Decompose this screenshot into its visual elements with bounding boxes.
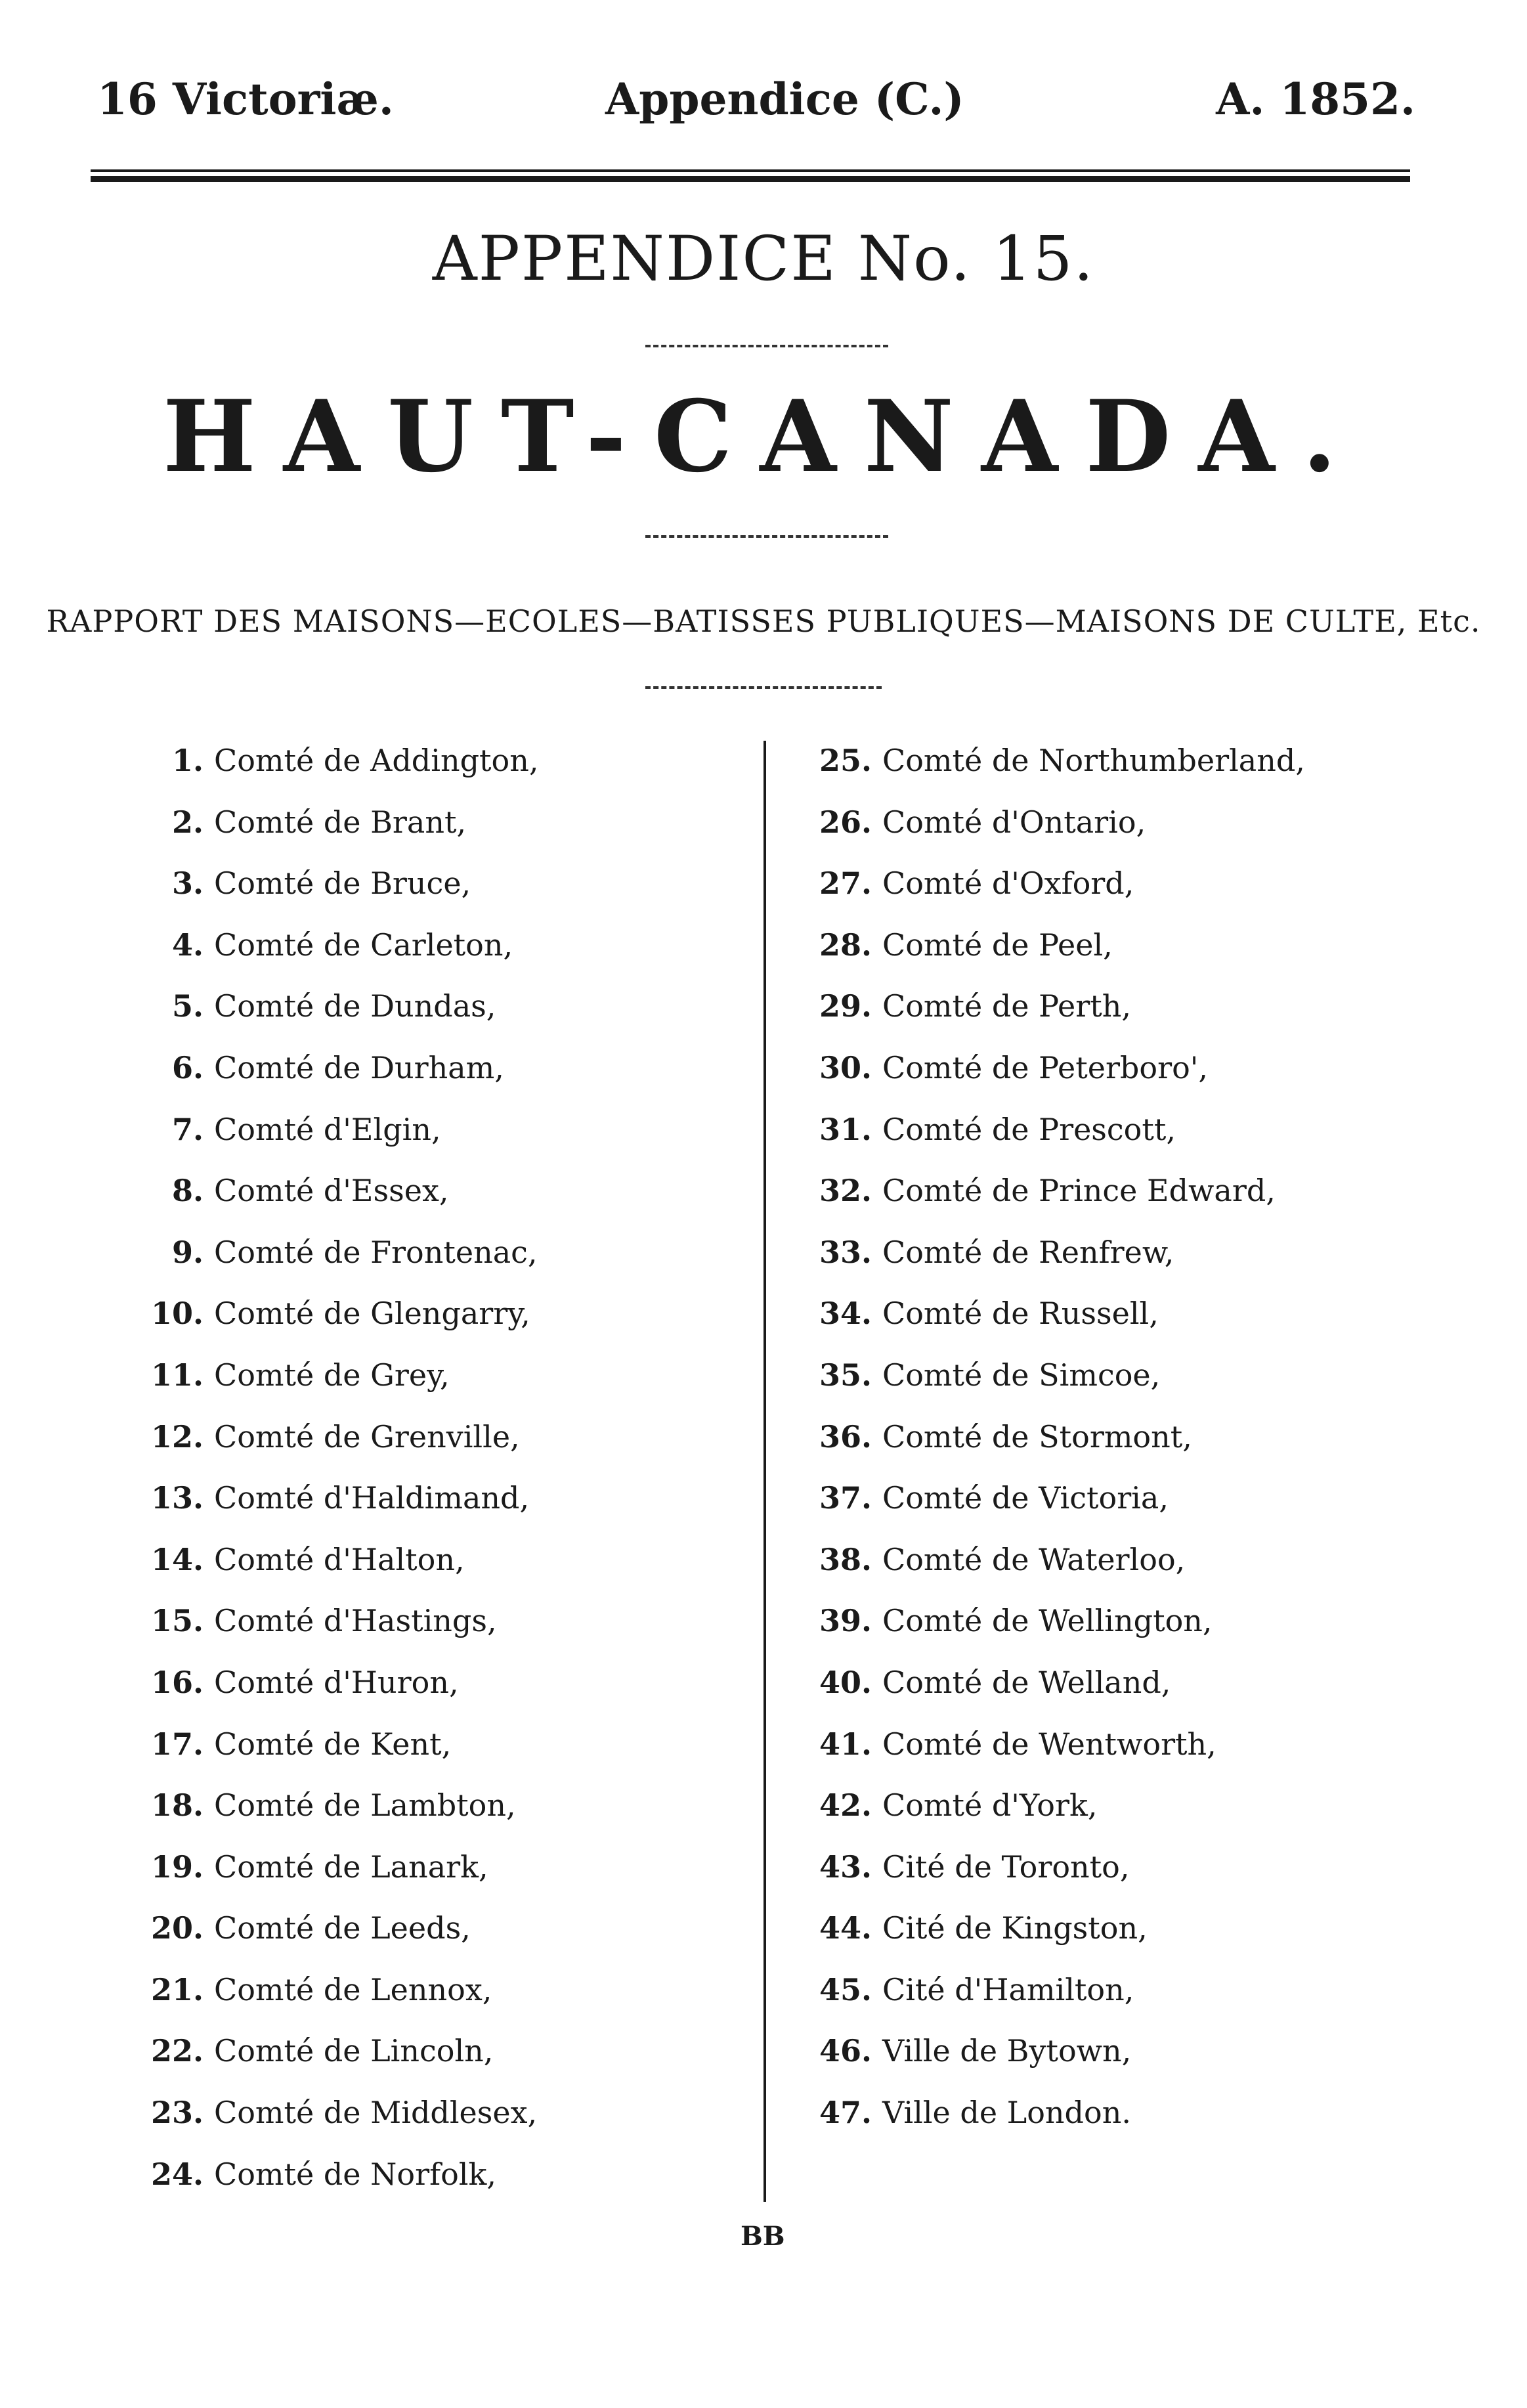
item-number: 33. xyxy=(819,1234,872,1270)
item-number: 46. xyxy=(819,2033,872,2069)
item-name: Comté de Grenville, xyxy=(214,1418,520,1455)
list-item xyxy=(144,2033,735,2097)
list-item xyxy=(813,1541,1404,1606)
item-name: Comté d'York, xyxy=(882,1787,1098,1824)
item-name: Comté de Victoria, xyxy=(882,1480,1169,1516)
item-number: 23. xyxy=(150,2095,204,2131)
item-number: 47. xyxy=(819,2095,872,2131)
list-item xyxy=(813,988,1404,1053)
header-rule-thick xyxy=(91,176,1410,182)
item-number: 9. xyxy=(171,1234,204,1270)
list-item xyxy=(144,1234,735,1299)
list-item xyxy=(813,1175,1404,1237)
list-item xyxy=(144,1298,735,1360)
item-number: 13. xyxy=(150,1480,204,1516)
item-name: Cité de Toronto, xyxy=(882,1849,1130,1885)
item-name: Comté de Norfolk, xyxy=(214,2156,496,2192)
list-item xyxy=(144,1971,735,2036)
item-name: Comté de Lambton, xyxy=(214,1787,516,1824)
list-item xyxy=(813,2097,1404,2159)
list-item xyxy=(813,1111,1404,1176)
list-item xyxy=(813,927,1404,992)
item-number: 19. xyxy=(150,1849,204,1885)
list-item xyxy=(144,927,735,992)
item-name: Comté de Kent, xyxy=(214,1726,452,1762)
list-item xyxy=(144,1603,735,1667)
item-number: 20. xyxy=(150,1910,204,1946)
item-name: Comté de Frontenac, xyxy=(214,1234,538,1270)
list-item xyxy=(144,988,735,1053)
item-number: 43. xyxy=(819,1849,872,1885)
item-name: Comté d'Oxford, xyxy=(882,865,1134,902)
list-item xyxy=(144,804,735,869)
list-item xyxy=(813,1480,1404,1544)
item-number: 16. xyxy=(150,1664,204,1700)
item-name: Comté de Peterboro', xyxy=(882,1049,1209,1085)
list-item xyxy=(813,1787,1404,1852)
item-number: 29. xyxy=(819,988,872,1024)
list-item xyxy=(813,865,1404,930)
header-session: 16 Victoriæ. xyxy=(97,74,394,125)
item-name: Cité de Kingston, xyxy=(882,1910,1148,1946)
item-name: Comté de Prescott, xyxy=(882,1111,1176,1147)
item-name: Comté d'Elgin, xyxy=(214,1111,441,1147)
list-item xyxy=(813,1726,1404,1791)
item-name: Comté d'Huron, xyxy=(214,1664,459,1700)
header-appendix: Appendice (C.) xyxy=(605,74,964,125)
item-number: 18. xyxy=(150,1787,204,1824)
item-number: 14. xyxy=(150,1541,204,1577)
list-item xyxy=(144,1111,735,1176)
item-number: 28. xyxy=(819,927,872,963)
list-item xyxy=(144,1910,735,1975)
item-number: 39. xyxy=(819,1603,872,1639)
item-number: 37. xyxy=(819,1480,872,1516)
item-name: Comté de Northumberland, xyxy=(882,743,1305,778)
list-item xyxy=(144,1049,735,1114)
item-number: 32. xyxy=(819,1173,872,1209)
item-number: 12. xyxy=(150,1418,204,1455)
item-number: 2. xyxy=(171,804,204,840)
item-number: 17. xyxy=(150,1726,204,1762)
item-name: Comté de Carleton, xyxy=(214,927,513,963)
item-number: 22. xyxy=(150,2033,204,2069)
header-rule-thin xyxy=(91,169,1410,172)
item-name: Comté d'Halton, xyxy=(214,1541,465,1577)
report-subtitle: RAPPORT DES MAISONS—ECOLES—BATISSES PUBLIQUES—MAISONS DE CULTE, Etc. xyxy=(46,603,1481,639)
item-name: Comté de Stormont, xyxy=(882,1418,1192,1455)
item-number: 3. xyxy=(171,865,204,902)
item-number: 30. xyxy=(819,1049,872,1085)
item-number: 44. xyxy=(819,1910,872,1946)
item-name: Comté de Middlesex, xyxy=(214,2095,538,2131)
list-item xyxy=(813,1849,1404,1914)
list-item xyxy=(144,1418,735,1483)
item-name: Comté de Leeds, xyxy=(214,1910,471,1946)
item-number: 4. xyxy=(171,927,204,963)
item-name: Comté de Peel, xyxy=(882,927,1113,963)
list-item xyxy=(144,1175,735,1237)
county-list-left xyxy=(144,745,735,2220)
item-name: Comté d'Haldimand, xyxy=(214,1480,530,1516)
item-number: 26. xyxy=(819,804,872,840)
list-item xyxy=(144,2097,735,2159)
dashed-divider xyxy=(645,535,888,538)
item-name: Comté de Simcoe, xyxy=(882,1357,1161,1393)
item-name: Comté de Perth, xyxy=(882,988,1131,1024)
list-item xyxy=(144,1664,735,1729)
dashed-divider xyxy=(645,345,888,347)
item-name: Comté de Wentworth, xyxy=(882,1726,1216,1762)
column-divider xyxy=(764,741,766,2202)
list-item xyxy=(144,1787,735,1852)
list-item xyxy=(813,1664,1404,1729)
item-number: 25. xyxy=(819,743,872,778)
list-item xyxy=(813,1234,1404,1299)
item-name: Comté de Lennox, xyxy=(214,1971,492,2007)
signature-mark: BB xyxy=(741,2221,785,2252)
item-number: 41. xyxy=(819,1726,872,1762)
item-name: Ville de Bytown, xyxy=(882,2033,1132,2069)
item-name: Comté de Lanark, xyxy=(214,1849,488,1885)
item-name: Comté d'Hastings, xyxy=(214,1603,497,1639)
county-list-right xyxy=(813,745,1404,2159)
item-name: Comté d'Essex, xyxy=(214,1173,449,1209)
item-name: Cité d'Hamilton, xyxy=(882,1971,1134,2007)
list-item xyxy=(813,745,1404,807)
item-number: 5. xyxy=(171,988,204,1024)
item-name: Comté de Waterloo, xyxy=(882,1541,1186,1577)
item-number: 34. xyxy=(819,1296,872,1332)
item-number: 24. xyxy=(150,2156,204,2192)
list-item xyxy=(144,1480,735,1544)
item-number: 40. xyxy=(819,1664,872,1700)
item-name: Comté de Bruce, xyxy=(214,865,471,902)
item-number: 10. xyxy=(150,1296,204,1332)
item-number: 27. xyxy=(819,865,872,902)
item-number: 6. xyxy=(171,1049,204,1085)
item-number: 7. xyxy=(171,1111,204,1147)
item-name: Comté de Lincoln, xyxy=(214,2033,494,2069)
item-name: Comté de Russell, xyxy=(882,1296,1159,1332)
item-name: Ville de London. xyxy=(882,2095,1131,2131)
list-item xyxy=(813,1418,1404,1483)
item-number: 1. xyxy=(171,743,204,778)
item-name: Comté de Glengarry, xyxy=(214,1296,530,1332)
item-name: Comté de Welland, xyxy=(882,1664,1171,1700)
list-item xyxy=(144,1849,735,1914)
list-item xyxy=(144,745,735,807)
list-item xyxy=(813,1603,1404,1667)
item-number: 35. xyxy=(819,1357,872,1393)
list-item xyxy=(144,865,735,930)
item-name: Comté de Dundas, xyxy=(214,988,496,1024)
list-item xyxy=(144,2156,735,2221)
list-item xyxy=(813,1049,1404,1114)
item-number: 38. xyxy=(819,1541,872,1577)
list-item xyxy=(144,1541,735,1606)
list-item xyxy=(813,1971,1404,2036)
list-item xyxy=(813,1910,1404,1975)
item-name: Comté de Grey, xyxy=(214,1357,450,1393)
list-item xyxy=(813,1357,1404,1422)
item-name: Comté de Wellington, xyxy=(882,1603,1213,1639)
list-item xyxy=(813,2033,1404,2097)
item-number: 8. xyxy=(171,1173,204,1209)
list-item xyxy=(144,1357,735,1422)
dashed-divider xyxy=(645,686,882,689)
item-name: Comté de Addington, xyxy=(214,743,539,778)
item-number: 31. xyxy=(819,1111,872,1147)
item-name: Comté de Brant, xyxy=(214,804,467,840)
header-year: A. 1852. xyxy=(1216,74,1415,125)
item-number: 45. xyxy=(819,1971,872,2007)
item-number: 15. xyxy=(150,1603,204,1639)
list-item xyxy=(813,804,1404,869)
appendix-title: APPENDICE No. 15. xyxy=(432,223,1095,295)
item-name: Comté d'Ontario, xyxy=(882,804,1146,840)
list-item xyxy=(144,1726,735,1791)
list-item xyxy=(813,1298,1404,1360)
item-number: 21. xyxy=(150,1971,204,2007)
item-number: 36. xyxy=(819,1418,872,1455)
item-name: Comté de Prince Edward, xyxy=(882,1173,1276,1209)
item-name: Comté de Renfrew, xyxy=(882,1234,1174,1270)
main-title: HAUT-CANADA. xyxy=(163,379,1364,494)
item-number: 11. xyxy=(150,1357,204,1393)
item-name: Comté de Durham, xyxy=(214,1049,504,1085)
item-number: 42. xyxy=(819,1787,872,1824)
